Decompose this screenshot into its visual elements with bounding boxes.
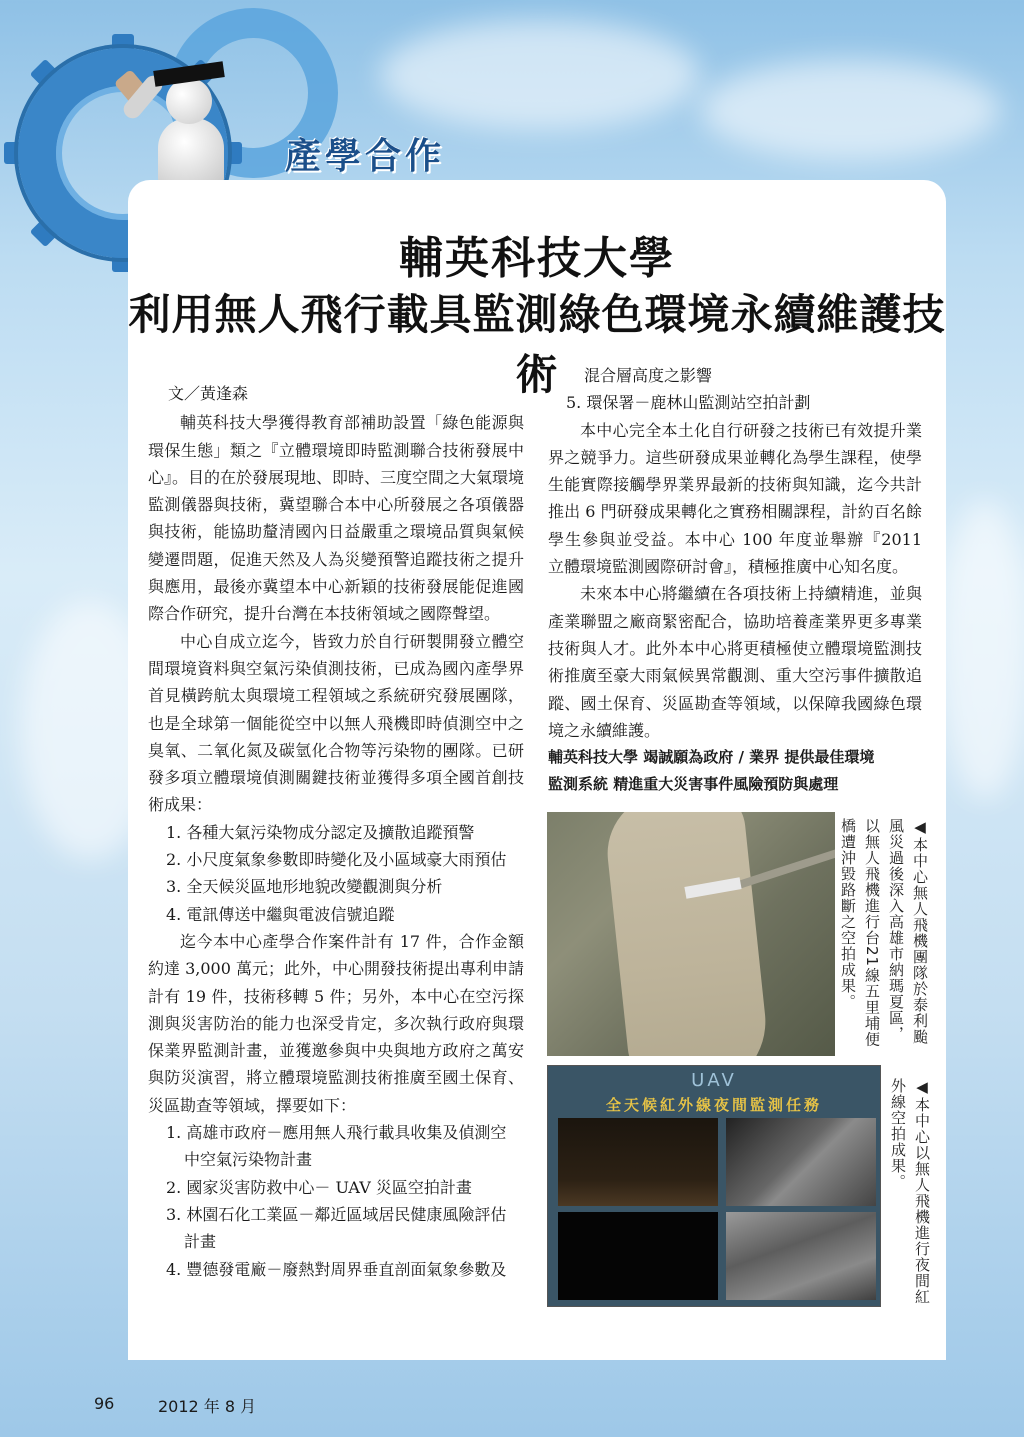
list-item-continuation: 混合層高度之影響 [584, 366, 713, 385]
list-item: 1. 各種大氣污染物成分認定及擴散追蹤預警 [166, 822, 475, 842]
paragraph: 輔英科技大學獲得教育部補助設置「綠色能源與環保生態」類之『立體環境即時監測聯合技術發展中心』。目的在於發展現地、即時、三度空間之大氣環境監測儀器與技術，冀望聯合本中心所發展之各項儀器與技術，能協助釐清國內日益嚴重之環境品質與氣候變遷問題，促進天然及人為災變預警追蹤技術之提升與應用，最後亦冀望本中心新穎的技術發展能促進國際合作研究，提升台灣在本技術領域之國際聲望。 [148, 413, 525, 624]
section-title: 產學合作 [285, 136, 446, 177]
panel-title: UAV [691, 1070, 737, 1091]
photo-caption: ◀本中心以無人飛機進行夜間紅外線空拍成果。 [889, 1078, 931, 1305]
list-item: 2. 國家災害防救中心－ UAV 災區空拍計畫 [166, 1177, 472, 1197]
list-item: 3. 林園石化工業區－鄰近區域居民健康風險評估 [166, 1204, 507, 1224]
mascot-head [166, 78, 212, 124]
list-item: 3. 全天候災區地形地貌改變觀測與分析 [166, 877, 443, 897]
photo-caption: ◀本中心無人飛機團隊於泰利颱風災過後深入高雄市納瑪夏區，以無人飛機進行台21線五里埔便橋遭沖毀路斷之空拍成果。 [839, 818, 929, 1048]
article-subtitle: 利用無人飛行載具監測綠色環境永續維護技術 [128, 290, 946, 399]
river [602, 812, 773, 1056]
issue-date: 2012 年 8 月 [158, 1397, 257, 1416]
paragraph: 本中心完全本土化自行研發之技術已有效提升業界之競爭力。這些研發成果並轉化為學生課程，使學生能實際接觸學界業界最新的技術與知識，迄今共計推出 6 門研發成果轉化之實務相關課程，計約百名餘學生參與並受益。本中心 100 年度並舉辦『2011 立體環境監測國際研討會』，積極推廣中心知名度。 [548, 420, 922, 577]
slogan-line: 監測系統 精進重大災害事件風險預防與處理 [548, 775, 839, 794]
road [739, 844, 835, 889]
cloud [940, 500, 1024, 800]
infrared-photo-panel [547, 1065, 881, 1307]
list-item: 4. 豐德發電廠－廢熱對周界垂直剖面氣象參數及 [166, 1259, 507, 1279]
list-item: 5. 環保署－鹿林山監測站空拍計劃 [566, 393, 811, 413]
paragraph: 迄今本中心產學合作案件計有 17 件，合作金額約達 3,000 萬元；此外，中心開發技術提出專利申請計有 19 件，技術移轉 5 件；另外，本中心在空污探測與災害防治的能力也深受肯定，多次執行政府與環保業界監測計畫，並獲邀參與中央與地方政府之萬安與防災演習，將立體環境監測技術推廣至國土保育、災區勘查等領域，擇要如下： [148, 931, 524, 1115]
aerial-photo [547, 812, 835, 1056]
slogan-line: 輔英科技大學 竭誠願為政府 / 業界 提供最佳環境 [548, 748, 875, 767]
infrared-photo [726, 1118, 876, 1206]
article-title: 輔英科技大學 [399, 233, 675, 284]
paragraph: 中心自成立迄今，皆致力於自行研製開發立體空間環境資料與空氣污染偵測技術，已成為國內產學界首見橫跨航太與環境工程領域之系統研究發展團隊，也是全球第一個能從空中以無人飛機即時偵測空中之臭氧、二氧化氮及碳氫化合物等污染物的團隊。已研發多項立體環境偵測關鍵技術並獲得多項全國首創技術成果： [148, 631, 524, 815]
panel-subtitle: 全天候紅外線夜間監測任務 [605, 1096, 822, 1114]
list-item: 4. 電訊傳送中繼與電波信號追蹤 [166, 904, 395, 924]
infrared-photo [726, 1212, 876, 1300]
author-byline: 文／黃逢森 [168, 384, 249, 403]
night-photo [558, 1118, 718, 1206]
list-item-continuation: 計畫 [184, 1232, 217, 1252]
page-number: 96 [94, 1394, 115, 1413]
list-item: 2. 小尺度氣象參數即時變化及小區域豪大雨預估 [166, 850, 507, 870]
list-item-continuation: 中空氣污染物計畫 [184, 1150, 313, 1170]
paragraph: 未來本中心將繼續在各項技術上持續精進，並與產業聯盟之廠商緊密配合，協助培養產業界更多專業技術與人才。此外本中心將更積極使立體環境監測技術推廣至豪大雨氣候異常觀測、重大空污事件擴散追蹤、國土保育、災區勘查等領域，以保障我國綠色環境之永續維護。 [548, 584, 922, 740]
left-column [148, 380, 524, 1283]
list-item: 1. 高雄市政府－應用無人飛行載具收集及偵測空 [166, 1123, 507, 1143]
right-column [548, 362, 922, 798]
cloud [380, 20, 700, 130]
cloud [700, 60, 1000, 160]
night-photo [558, 1212, 718, 1300]
